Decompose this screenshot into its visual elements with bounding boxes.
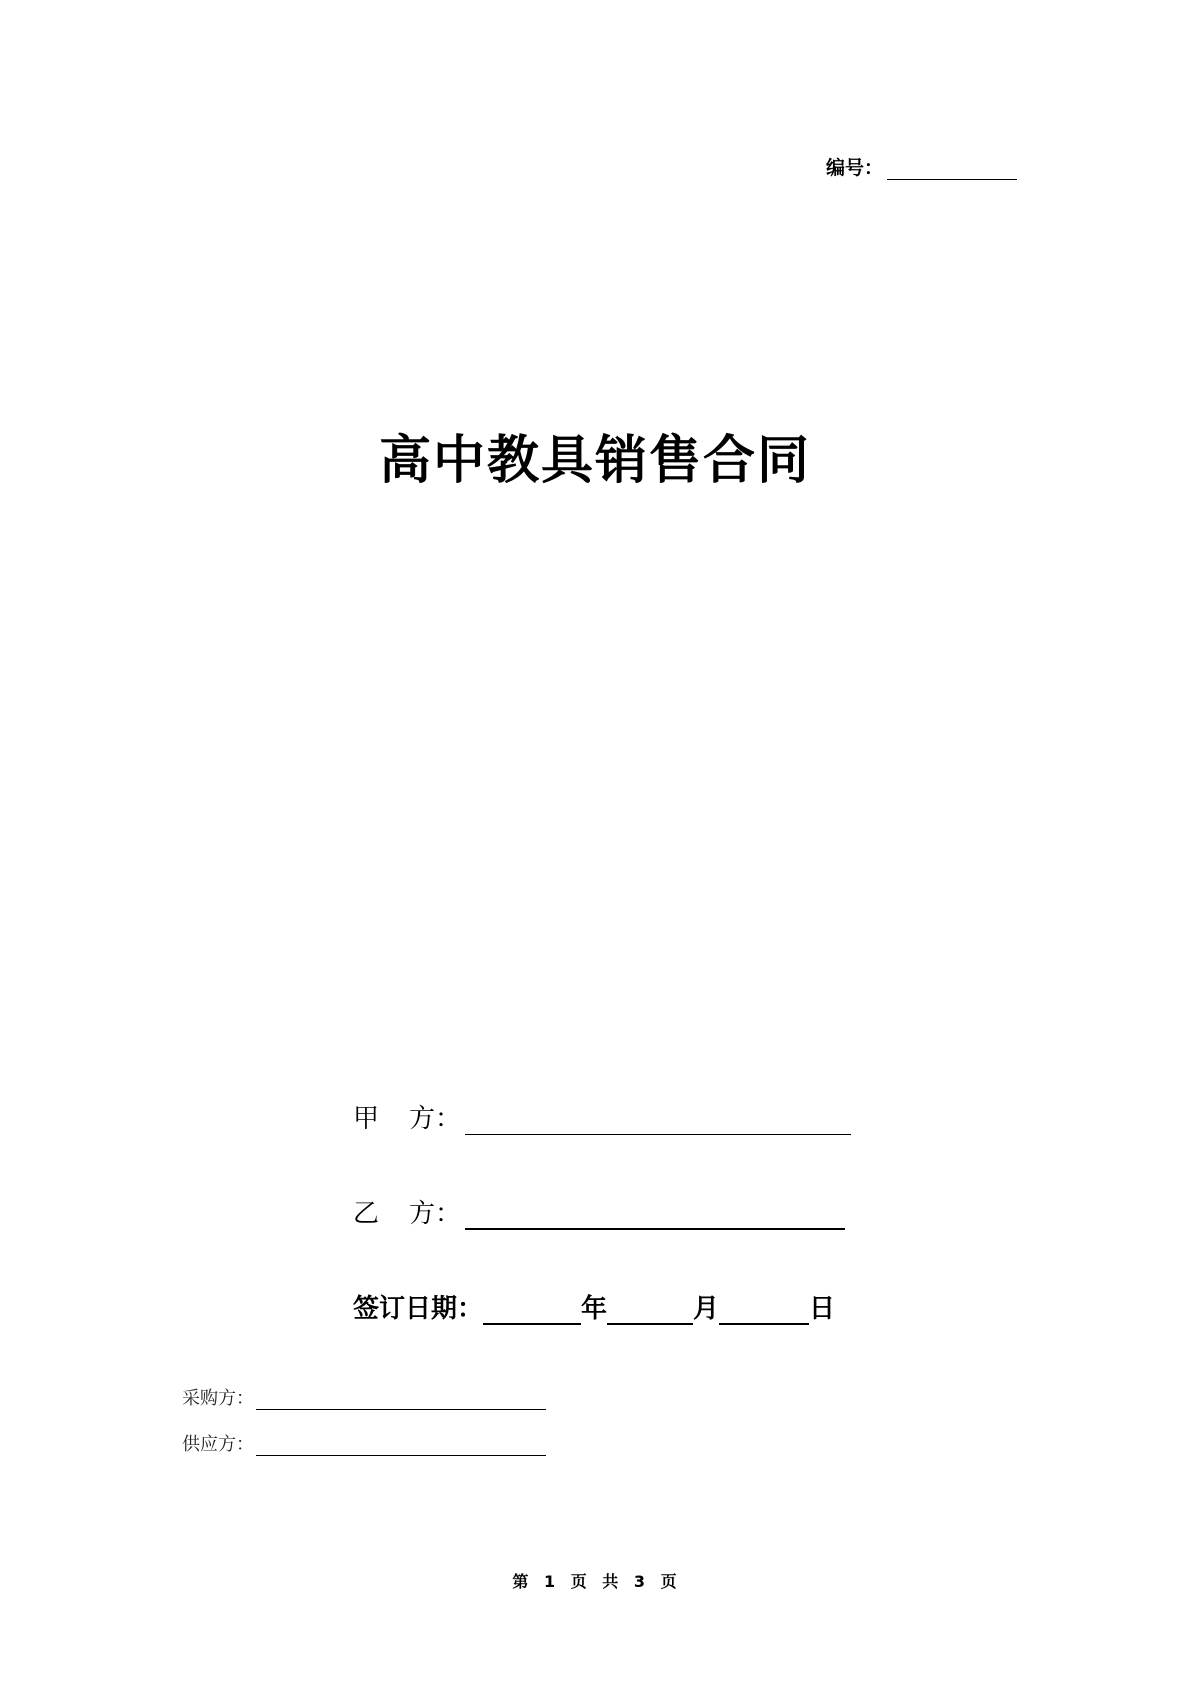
serial-number-blank[interactable]	[887, 159, 1017, 180]
footer-total-prefix: 共	[602, 1572, 620, 1591]
party-b-label-first: 乙	[353, 1199, 380, 1229]
footer-current-page: 1	[543, 1572, 557, 1591]
day-blank[interactable]	[719, 1295, 809, 1325]
document-title: 高中教具销售合同	[378, 431, 811, 491]
party-b-blank[interactable]	[465, 1200, 845, 1230]
buyer-row	[182, 1384, 546, 1410]
day-unit: 日	[809, 1294, 836, 1324]
party-a-label-first: 甲	[353, 1104, 380, 1134]
serial-number-label: 编号：	[826, 157, 884, 179]
party-a-row	[353, 1098, 851, 1135]
buyer-blank[interactable]	[256, 1391, 546, 1410]
supplier-row	[182, 1430, 546, 1456]
party-b-label-second: 方：	[409, 1199, 462, 1229]
party-a-label-second: 方：	[409, 1104, 462, 1134]
page-footer	[0, 1569, 1190, 1592]
supplier-blank[interactable]	[256, 1437, 546, 1456]
sign-date-row	[353, 1288, 835, 1325]
footer-prefix: 第	[512, 1572, 530, 1591]
buyer-label: 采购方：	[182, 1388, 254, 1409]
supplier-label: 供应方：	[182, 1434, 254, 1455]
footer-total-pages: 3	[633, 1572, 647, 1591]
month-blank[interactable]	[607, 1295, 693, 1325]
party-b-row	[353, 1193, 845, 1230]
year-unit: 年	[581, 1294, 608, 1324]
footer-page-word: 页	[570, 1572, 588, 1591]
footer-page-word-2: 页	[660, 1572, 678, 1591]
serial-number-field	[826, 153, 1017, 180]
sign-date-label: 签订日期：	[353, 1294, 484, 1324]
party-a-blank[interactable]	[465, 1106, 851, 1135]
month-unit: 月	[693, 1294, 720, 1324]
year-blank[interactable]	[483, 1295, 581, 1325]
